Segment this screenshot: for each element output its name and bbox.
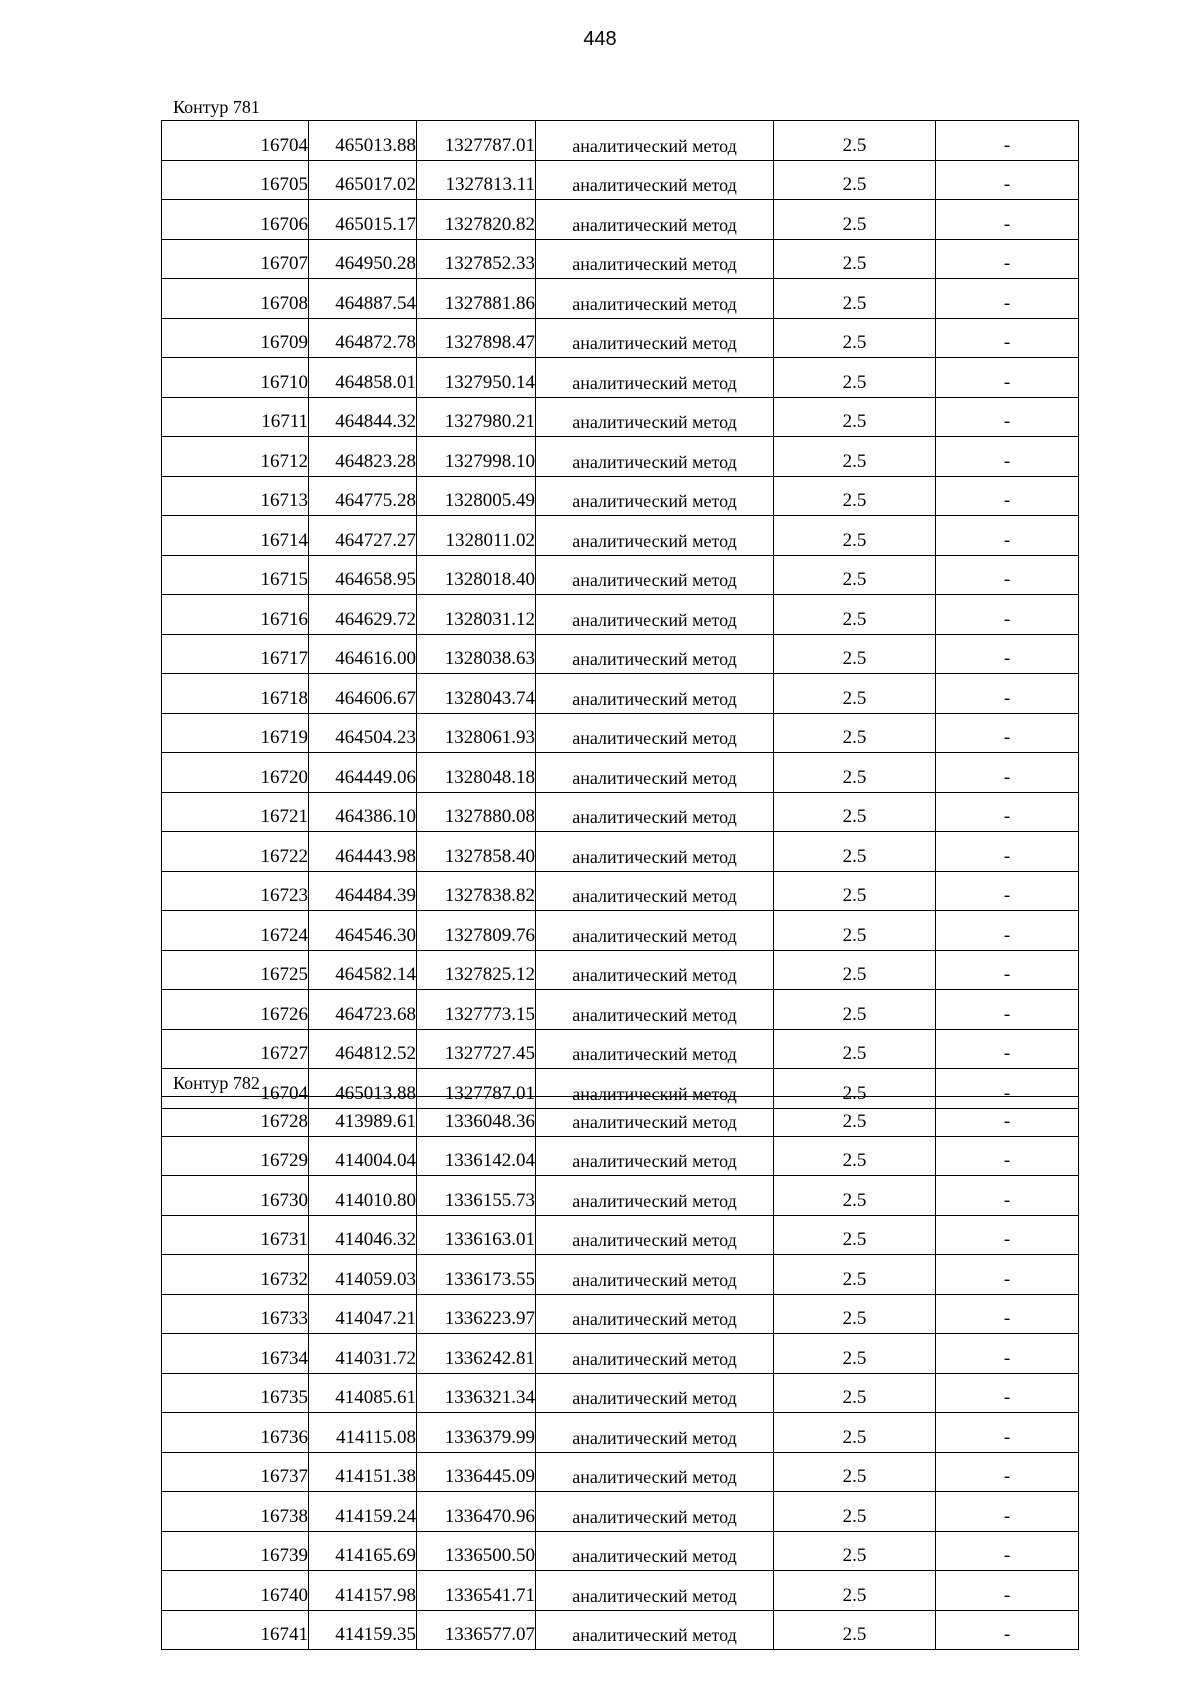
note-cell: -: [936, 160, 1079, 200]
accuracy-value-cell: 2.5: [774, 713, 936, 753]
accuracy-value-cell: 2.5: [774, 1373, 936, 1413]
x-coordinate-cell: 464658.95: [309, 555, 417, 595]
y-coordinate-cell: 1336048.36: [417, 1097, 536, 1137]
accuracy-value-cell: 2.5: [774, 279, 936, 319]
method-cell: аналитический метод: [536, 239, 774, 279]
point-number-cell: 16731: [162, 1215, 309, 1255]
y-coordinate-cell: 1327881.86: [417, 279, 536, 319]
accuracy-value-cell: 2.5: [774, 1610, 936, 1650]
method-cell: аналитический метод: [536, 121, 774, 161]
y-coordinate-cell: 1327820.82: [417, 200, 536, 240]
table-row: [162, 792, 1079, 832]
y-coordinate-cell: 1336155.73: [417, 1176, 536, 1216]
note-cell: -: [936, 1069, 1079, 1109]
point-number-cell: 16726: [162, 990, 309, 1030]
x-coordinate-cell: 464504.23: [309, 713, 417, 753]
note-cell: -: [936, 595, 1079, 635]
note-cell: -: [936, 1176, 1079, 1216]
note-cell: -: [936, 1029, 1079, 1069]
table-row: [162, 950, 1079, 990]
x-coordinate-cell: 464606.67: [309, 674, 417, 714]
table-row: [162, 832, 1079, 872]
y-coordinate-cell: 1327950.14: [417, 358, 536, 398]
table-row: [162, 1215, 1079, 1255]
method-cell: аналитический метод: [536, 1255, 774, 1295]
accuracy-value-cell: 2.5: [774, 1097, 936, 1137]
note-cell: -: [936, 1294, 1079, 1334]
contour-782-table: [161, 1096, 1079, 1650]
x-coordinate-cell: 465013.88: [309, 121, 417, 161]
accuracy-value-cell: 2.5: [774, 950, 936, 990]
accuracy-value-cell: 2.5: [774, 1069, 936, 1109]
point-number-cell: 16736: [162, 1413, 309, 1453]
point-number-cell: 16705: [162, 160, 309, 200]
y-coordinate-cell: 1336242.81: [417, 1334, 536, 1374]
table-row: [162, 634, 1079, 674]
accuracy-value-cell: 2.5: [774, 555, 936, 595]
y-coordinate-cell: 1327880.08: [417, 792, 536, 832]
y-coordinate-cell: 1336470.96: [417, 1492, 536, 1532]
accuracy-value-cell: 2.5: [774, 1492, 936, 1532]
contour-782-label: Контур 782: [173, 1073, 260, 1093]
contour-782-rows: [162, 1097, 1079, 1650]
x-coordinate-cell: 464823.28: [309, 437, 417, 477]
x-coordinate-cell: 414046.32: [309, 1215, 417, 1255]
method-cell: аналитический метод: [536, 595, 774, 635]
method-cell: аналитический метод: [536, 1029, 774, 1069]
note-cell: -: [936, 634, 1079, 674]
x-coordinate-cell: 414165.69: [309, 1531, 417, 1571]
y-coordinate-cell: 1328048.18: [417, 753, 536, 793]
y-coordinate-cell: 1336541.71: [417, 1571, 536, 1611]
method-cell: аналитический метод: [536, 674, 774, 714]
method-cell: аналитический метод: [536, 1531, 774, 1571]
note-cell: -: [936, 950, 1079, 990]
contour-781-label: Контур 781: [173, 97, 260, 117]
point-number-cell: 16737: [162, 1452, 309, 1492]
x-coordinate-cell: 413989.61: [309, 1097, 417, 1137]
x-coordinate-cell: 464723.68: [309, 990, 417, 1030]
x-coordinate-cell: 464858.01: [309, 358, 417, 398]
x-coordinate-cell: 464616.00: [309, 634, 417, 674]
note-cell: -: [936, 1373, 1079, 1413]
accuracy-value-cell: 2.5: [774, 476, 936, 516]
point-number-cell: 16717: [162, 634, 309, 674]
note-cell: -: [936, 555, 1079, 595]
point-number-cell: 16719: [162, 713, 309, 753]
x-coordinate-cell: 464844.32: [309, 397, 417, 437]
point-number-cell: 16711: [162, 397, 309, 437]
table-row: [162, 1176, 1079, 1216]
table-row: [162, 1413, 1079, 1453]
y-coordinate-cell: 1327998.10: [417, 437, 536, 477]
note-cell: -: [936, 1492, 1079, 1532]
note-cell: -: [936, 279, 1079, 319]
table-row: [162, 1571, 1079, 1611]
table-row: [162, 121, 1079, 161]
y-coordinate-cell: 1328031.12: [417, 595, 536, 635]
point-number-cell: 16709: [162, 318, 309, 358]
accuracy-value-cell: 2.5: [774, 516, 936, 556]
point-number-cell: 16706: [162, 200, 309, 240]
note-cell: -: [936, 792, 1079, 832]
y-coordinate-cell: 1327787.01: [417, 121, 536, 161]
table-row: [162, 1255, 1079, 1295]
method-cell: аналитический метод: [536, 713, 774, 753]
method-cell: аналитический метод: [536, 200, 774, 240]
note-cell: -: [936, 1136, 1079, 1176]
y-coordinate-cell: 1327898.47: [417, 318, 536, 358]
note-cell: -: [936, 1531, 1079, 1571]
y-coordinate-cell: 1327852.33: [417, 239, 536, 279]
point-number-cell: 16716: [162, 595, 309, 635]
point-number-cell: 16708: [162, 279, 309, 319]
accuracy-value-cell: 2.5: [774, 1452, 936, 1492]
table-row: [162, 595, 1079, 635]
x-coordinate-cell: 464582.14: [309, 950, 417, 990]
y-coordinate-cell: 1336321.34: [417, 1373, 536, 1413]
accuracy-value-cell: 2.5: [774, 358, 936, 398]
note-cell: -: [936, 318, 1079, 358]
table-row: [162, 200, 1079, 240]
accuracy-value-cell: 2.5: [774, 595, 936, 635]
accuracy-value-cell: 2.5: [774, 674, 936, 714]
accuracy-value-cell: 2.5: [774, 1136, 936, 1176]
y-coordinate-cell: 1327858.40: [417, 832, 536, 872]
table-row: [162, 1097, 1079, 1137]
method-cell: аналитический метод: [536, 160, 774, 200]
note-cell: -: [936, 476, 1079, 516]
x-coordinate-cell: 414031.72: [309, 1334, 417, 1374]
y-coordinate-cell: 1336577.07: [417, 1610, 536, 1650]
accuracy-value-cell: 2.5: [774, 1294, 936, 1334]
method-cell: аналитический метод: [536, 990, 774, 1030]
y-coordinate-cell: 1327773.15: [417, 990, 536, 1030]
accuracy-value-cell: 2.5: [774, 792, 936, 832]
x-coordinate-cell: 464484.39: [309, 871, 417, 911]
point-number-cell: 16715: [162, 555, 309, 595]
method-cell: аналитический метод: [536, 1176, 774, 1216]
x-coordinate-cell: 414059.03: [309, 1255, 417, 1295]
accuracy-value-cell: 2.5: [774, 397, 936, 437]
note-cell: -: [936, 1255, 1079, 1295]
method-cell: аналитический метод: [536, 1097, 774, 1137]
method-cell: аналитический метод: [536, 358, 774, 398]
x-coordinate-cell: 414115.08: [309, 1413, 417, 1453]
x-coordinate-cell: 465017.02: [309, 160, 417, 200]
point-number-cell: 16741: [162, 1610, 309, 1650]
point-number-cell: 16714: [162, 516, 309, 556]
table-row: [162, 1610, 1079, 1650]
note-cell: -: [936, 516, 1079, 556]
table-row: [162, 555, 1079, 595]
accuracy-value-cell: 2.5: [774, 239, 936, 279]
x-coordinate-cell: 414010.80: [309, 1176, 417, 1216]
table-row: [162, 911, 1079, 951]
accuracy-value-cell: 2.5: [774, 160, 936, 200]
method-cell: аналитический метод: [536, 437, 774, 477]
accuracy-value-cell: 2.5: [774, 1029, 936, 1069]
table-row: [162, 397, 1079, 437]
x-coordinate-cell: 414157.98: [309, 1571, 417, 1611]
point-number-cell: 16722: [162, 832, 309, 872]
note-cell: -: [936, 358, 1079, 398]
table-row: [162, 160, 1079, 200]
y-coordinate-cell: 1328043.74: [417, 674, 536, 714]
note-cell: -: [936, 200, 1079, 240]
x-coordinate-cell: 464443.98: [309, 832, 417, 872]
x-coordinate-cell: 464950.28: [309, 239, 417, 279]
x-coordinate-cell: 464872.78: [309, 318, 417, 358]
point-number-cell: 16704: [162, 121, 309, 161]
method-cell: аналитический метод: [536, 634, 774, 674]
accuracy-value-cell: 2.5: [774, 1176, 936, 1216]
point-number-cell: 16721: [162, 792, 309, 832]
table-row: [162, 437, 1079, 477]
method-cell: аналитический метод: [536, 318, 774, 358]
y-coordinate-cell: 1328018.40: [417, 555, 536, 595]
accuracy-value-cell: 2.5: [774, 1215, 936, 1255]
method-cell: аналитический метод: [536, 1610, 774, 1650]
y-coordinate-cell: 1336445.09: [417, 1452, 536, 1492]
table-row: [162, 1294, 1079, 1334]
y-coordinate-cell: 1328011.02: [417, 516, 536, 556]
note-cell: -: [936, 121, 1079, 161]
y-coordinate-cell: 1327825.12: [417, 950, 536, 990]
method-cell: аналитический метод: [536, 871, 774, 911]
contour-781-table: [161, 120, 1079, 1109]
note-cell: -: [936, 832, 1079, 872]
point-number-cell: 16730: [162, 1176, 309, 1216]
x-coordinate-cell: 464449.06: [309, 753, 417, 793]
method-cell: аналитический метод: [536, 1334, 774, 1374]
accuracy-value-cell: 2.5: [774, 911, 936, 951]
accuracy-value-cell: 2.5: [774, 1413, 936, 1453]
contour-781-rows: [162, 121, 1079, 1109]
x-coordinate-cell: 464546.30: [309, 911, 417, 951]
table-row: [162, 318, 1079, 358]
table-row: [162, 1029, 1079, 1069]
table-row: [162, 1136, 1079, 1176]
point-number-cell: 16724: [162, 911, 309, 951]
x-coordinate-cell: 464629.72: [309, 595, 417, 635]
method-cell: аналитический метод: [536, 555, 774, 595]
method-cell: аналитический метод: [536, 476, 774, 516]
note-cell: -: [936, 397, 1079, 437]
accuracy-value-cell: 2.5: [774, 1334, 936, 1374]
method-cell: аналитический метод: [536, 1492, 774, 1532]
table-row: [162, 358, 1079, 398]
table-row: [162, 990, 1079, 1030]
method-cell: аналитический метод: [536, 1136, 774, 1176]
table-row: [162, 674, 1079, 714]
table-row: [162, 1531, 1079, 1571]
accuracy-value-cell: 2.5: [774, 990, 936, 1030]
table-row: [162, 753, 1079, 793]
point-number-cell: 16739: [162, 1531, 309, 1571]
y-coordinate-cell: 1327787.01: [417, 1069, 536, 1109]
y-coordinate-cell: 1327980.21: [417, 397, 536, 437]
point-number-cell: 16740: [162, 1571, 309, 1611]
method-cell: аналитический метод: [536, 1069, 774, 1109]
accuracy-value-cell: 2.5: [774, 437, 936, 477]
x-coordinate-cell: 465013.88: [309, 1069, 417, 1109]
note-cell: -: [936, 1215, 1079, 1255]
method-cell: аналитический метод: [536, 1413, 774, 1453]
method-cell: аналитический метод: [536, 1571, 774, 1611]
note-cell: -: [936, 1571, 1079, 1611]
note-cell: -: [936, 871, 1079, 911]
table-row: [162, 239, 1079, 279]
note-cell: -: [936, 437, 1079, 477]
point-number-cell: 16704: [162, 1069, 309, 1109]
x-coordinate-cell: 414159.24: [309, 1492, 417, 1532]
y-coordinate-cell: 1336163.01: [417, 1215, 536, 1255]
method-cell: аналитический метод: [536, 1215, 774, 1255]
point-number-cell: 16725: [162, 950, 309, 990]
x-coordinate-cell: 414159.35: [309, 1610, 417, 1650]
table-row: [162, 476, 1079, 516]
x-coordinate-cell: 464812.52: [309, 1029, 417, 1069]
method-cell: аналитический метод: [536, 792, 774, 832]
accuracy-value-cell: 2.5: [774, 871, 936, 911]
x-coordinate-cell: 464887.54: [309, 279, 417, 319]
point-number-cell: 16707: [162, 239, 309, 279]
note-cell: -: [936, 1334, 1079, 1374]
point-number-cell: 16710: [162, 358, 309, 398]
method-cell: аналитический метод: [536, 753, 774, 793]
note-cell: -: [936, 990, 1079, 1030]
accuracy-value-cell: 2.5: [774, 634, 936, 674]
note-cell: -: [936, 1413, 1079, 1453]
accuracy-value-cell: 2.5: [774, 121, 936, 161]
point-number-cell: 16735: [162, 1373, 309, 1413]
accuracy-value-cell: 2.5: [774, 1531, 936, 1571]
point-number-cell: 16720: [162, 753, 309, 793]
y-coordinate-cell: 1328061.93: [417, 713, 536, 753]
point-number-cell: 16712: [162, 437, 309, 477]
accuracy-value-cell: 2.5: [774, 832, 936, 872]
note-cell: -: [936, 1452, 1079, 1492]
method-cell: аналитический метод: [536, 911, 774, 951]
table-row: [162, 279, 1079, 319]
y-coordinate-cell: 1327838.82: [417, 871, 536, 911]
note-cell: -: [936, 713, 1079, 753]
table-row: [162, 1492, 1079, 1532]
y-coordinate-cell: 1328038.63: [417, 634, 536, 674]
y-coordinate-cell: 1336142.04: [417, 1136, 536, 1176]
x-coordinate-cell: 414085.61: [309, 1373, 417, 1413]
y-coordinate-cell: 1327727.45: [417, 1029, 536, 1069]
point-number-cell: 16728: [162, 1097, 309, 1137]
accuracy-value-cell: 2.5: [774, 1255, 936, 1295]
table-row: [162, 1334, 1079, 1374]
accuracy-value-cell: 2.5: [774, 1571, 936, 1611]
table-row: [162, 871, 1079, 911]
y-coordinate-cell: 1327813.11: [417, 160, 536, 200]
point-number-cell: 16727: [162, 1029, 309, 1069]
point-number-cell: 16718: [162, 674, 309, 714]
table-row: [162, 1452, 1079, 1492]
accuracy-value-cell: 2.5: [774, 318, 936, 358]
y-coordinate-cell: 1328005.49: [417, 476, 536, 516]
note-cell: -: [936, 674, 1079, 714]
note-cell: -: [936, 1610, 1079, 1650]
method-cell: аналитический метод: [536, 1294, 774, 1334]
method-cell: аналитический метод: [536, 1452, 774, 1492]
note-cell: -: [936, 1097, 1079, 1137]
point-number-cell: 16738: [162, 1492, 309, 1532]
method-cell: аналитический метод: [536, 516, 774, 556]
point-number-cell: 16713: [162, 476, 309, 516]
y-coordinate-cell: 1336379.99: [417, 1413, 536, 1453]
accuracy-value-cell: 2.5: [774, 200, 936, 240]
y-coordinate-cell: 1327809.76: [417, 911, 536, 951]
table-row: [162, 516, 1079, 556]
page-number: 448: [583, 28, 617, 50]
point-number-cell: 16729: [162, 1136, 309, 1176]
method-cell: аналитический метод: [536, 279, 774, 319]
x-coordinate-cell: 414047.21: [309, 1294, 417, 1334]
method-cell: аналитический метод: [536, 397, 774, 437]
x-coordinate-cell: 414004.04: [309, 1136, 417, 1176]
x-coordinate-cell: 465015.17: [309, 200, 417, 240]
x-coordinate-cell: 414151.38: [309, 1452, 417, 1492]
point-number-cell: 16733: [162, 1294, 309, 1334]
x-coordinate-cell: 464727.27: [309, 516, 417, 556]
x-coordinate-cell: 464775.28: [309, 476, 417, 516]
point-number-cell: 16732: [162, 1255, 309, 1295]
point-number-cell: 16723: [162, 871, 309, 911]
y-coordinate-cell: 1336173.55: [417, 1255, 536, 1295]
method-cell: аналитический метод: [536, 950, 774, 990]
point-number-cell: 16734: [162, 1334, 309, 1374]
method-cell: аналитический метод: [536, 1373, 774, 1413]
accuracy-value-cell: 2.5: [774, 753, 936, 793]
y-coordinate-cell: 1336223.97: [417, 1294, 536, 1334]
table-row: [162, 1373, 1079, 1413]
table-row: [162, 713, 1079, 753]
note-cell: -: [936, 911, 1079, 951]
method-cell: аналитический метод: [536, 832, 774, 872]
note-cell: -: [936, 239, 1079, 279]
x-coordinate-cell: 464386.10: [309, 792, 417, 832]
note-cell: -: [936, 753, 1079, 793]
y-coordinate-cell: 1336500.50: [417, 1531, 536, 1571]
